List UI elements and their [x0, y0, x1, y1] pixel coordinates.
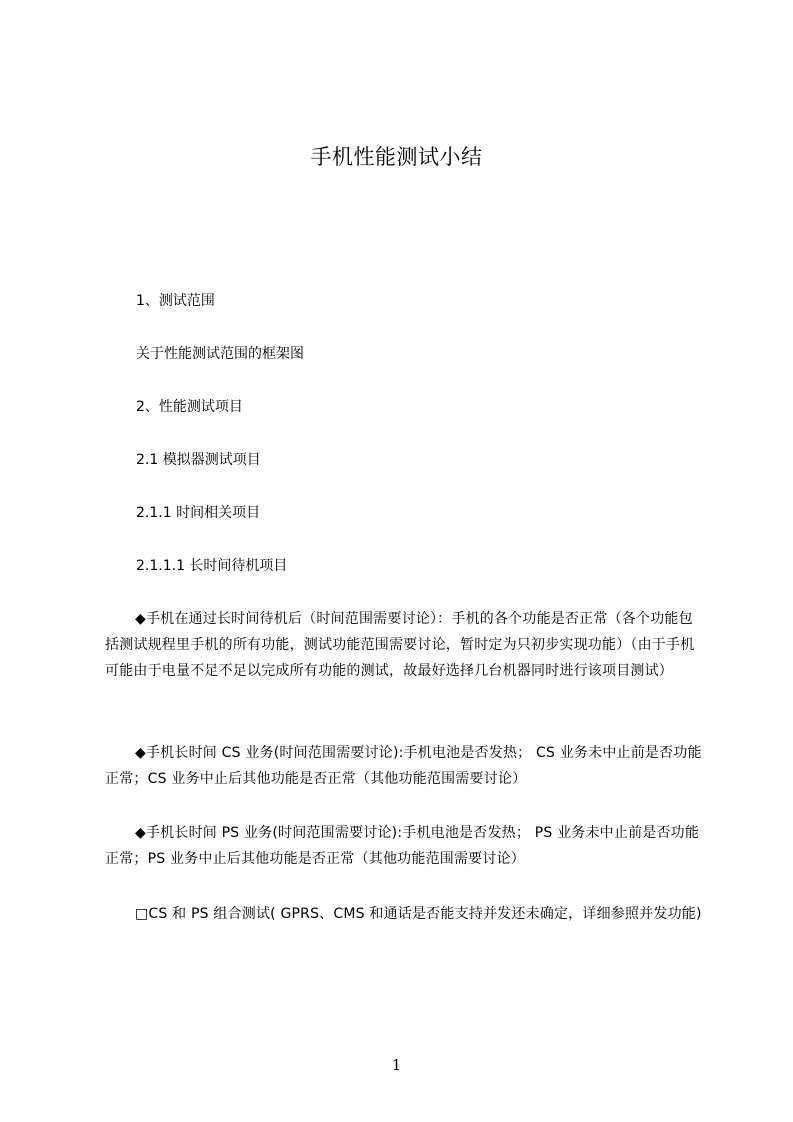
paragraph-cs-ps-combined: □CS 和 PS 组合测试( GPRS、CMS 和通话是否能支持并发还未确定，详细参照并发功能)	[135, 906, 702, 922]
heading-scope-framework: 关于性能测试范围的框架图	[136, 346, 304, 362]
paragraph-standby	[105, 606, 705, 684]
bullet-diamond-icon: ◆	[135, 825, 146, 841]
paragraph-cs-service-text: 手机长时间 CS 业务(时间范围需要讨论):手机电池是否发热； CS 业务未中止前是否功能正常；CS 业务中止后其他功能是否正常（其他功能范围需要讨论）	[105, 745, 702, 787]
paragraph-standby-text: 手机在通过长时间待机后（时间范围需要讨论）：手机的各个功能是否正常（各个功能包括测试规程里手机的所有功能，测试功能范围需要讨论，暂时定为只初步实现功能）（由于手机可能由于电量不足不足以完成所有功能的测试，故最好选择几台机器同时进行该项目测试）	[105, 611, 695, 679]
document-title: 手机性能测试小结	[310, 145, 483, 169]
heading-time-items: 2.1.1 时间相关项目	[136, 505, 261, 521]
heading-emulator-items: 2.1 模拟器测试项目	[136, 452, 261, 468]
paragraph-ps-service	[105, 820, 705, 872]
bullet-diamond-icon: ◆	[135, 745, 146, 761]
heading-standby-items: 2.1.1.1 长时间待机项目	[136, 558, 288, 574]
paragraph-ps-service-text: 手机长时间 PS 业务(时间范围需要讨论):手机电池是否发热； PS 业务未中止前是否功能正常；PS 业务中止后其他功能是否正常（其他功能范围需要讨论）	[105, 825, 700, 867]
page-number: 1	[391, 1056, 402, 1074]
bullet-diamond-icon: ◆	[135, 611, 146, 627]
paragraph-cs-service	[105, 740, 705, 792]
heading-test-scope: 1、测试范围	[136, 293, 215, 309]
heading-performance-items: 2、性能测试项目	[136, 399, 243, 415]
